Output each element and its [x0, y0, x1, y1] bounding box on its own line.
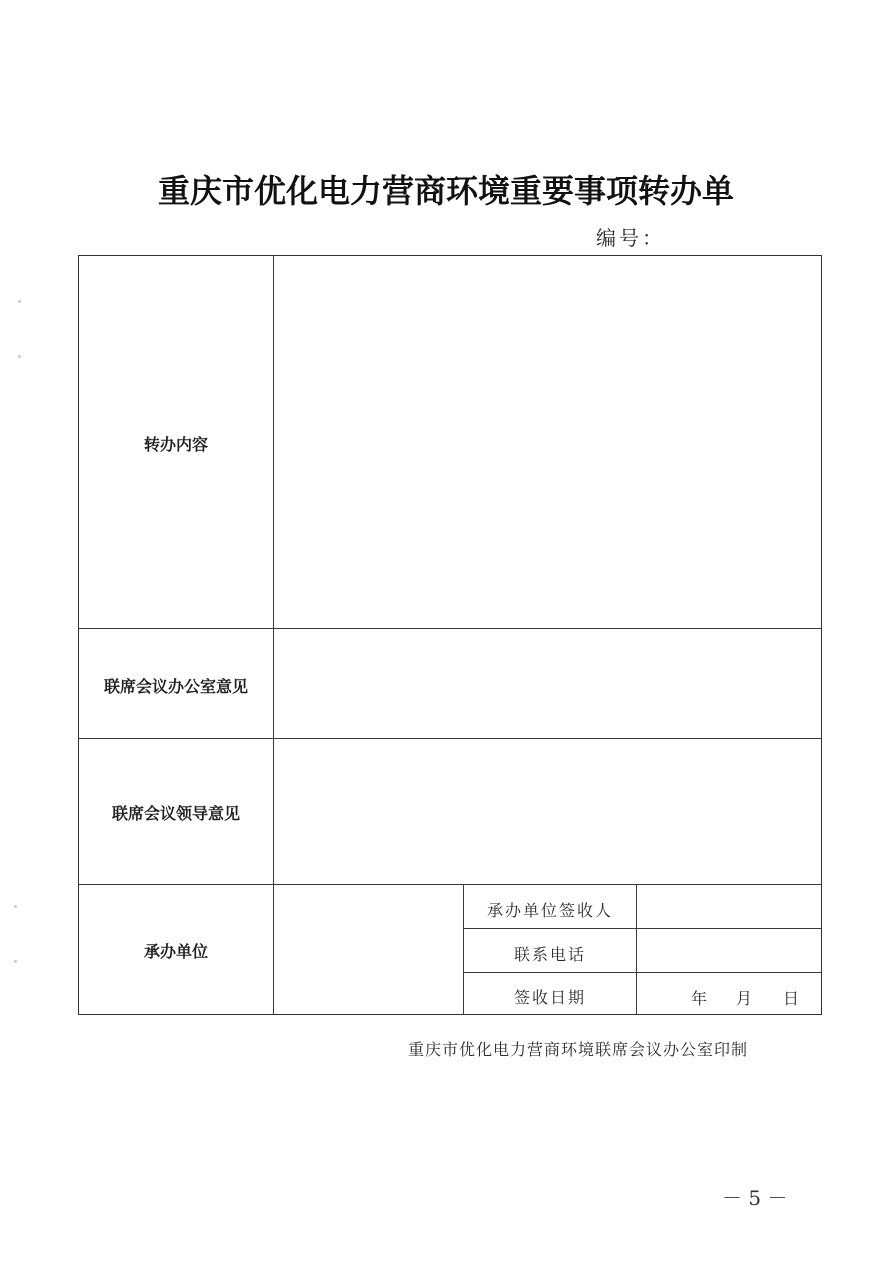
undertaking-unit-field[interactable]: [275, 886, 461, 1012]
leader-opinion-label: 联席会议领导意见: [111, 804, 240, 823]
page-number: － 5 －: [722, 1186, 788, 1210]
date-year-label: 年: [691, 989, 708, 1008]
transfer-form-table: [78, 255, 822, 1015]
transfer-content-field[interactable]: [275, 258, 819, 626]
scan-speck: [14, 905, 17, 908]
phone-label: 联系电话: [513, 945, 586, 964]
undertaking-unit-label: 承办单位: [143, 942, 208, 961]
row-divider: [463, 928, 821, 929]
row-divider: [79, 884, 821, 885]
office-opinion-field[interactable]: [275, 630, 819, 736]
transfer-content-label: 转办内容: [143, 435, 208, 454]
column-divider: [463, 884, 464, 1014]
page-title: 重庆市优化电力营商环境重要事项转办单: [157, 172, 734, 210]
scan-speck: [14, 960, 17, 963]
date-month-label: 月: [736, 989, 753, 1008]
row-divider: [463, 972, 821, 973]
row-divider: [79, 738, 821, 739]
sign-date-label: 签收日期: [513, 988, 586, 1007]
column-divider: [273, 256, 274, 1014]
receiver-label: 承办单位签收人: [486, 901, 613, 920]
scan-speck: [18, 300, 21, 303]
scan-speck: [18, 355, 21, 358]
date-day-label: 日: [783, 989, 800, 1008]
row-divider: [79, 628, 821, 629]
document-number-label: 编号：: [596, 226, 665, 250]
footer-issuer: 重庆市优化电力营商环境联席会议办公室印制: [408, 1040, 749, 1059]
receiver-field[interactable]: [638, 886, 820, 926]
phone-field[interactable]: [638, 930, 820, 970]
leader-opinion-field[interactable]: [275, 740, 819, 882]
column-divider: [636, 884, 637, 1014]
office-opinion-label: 联席会议办公室意见: [103, 677, 248, 696]
